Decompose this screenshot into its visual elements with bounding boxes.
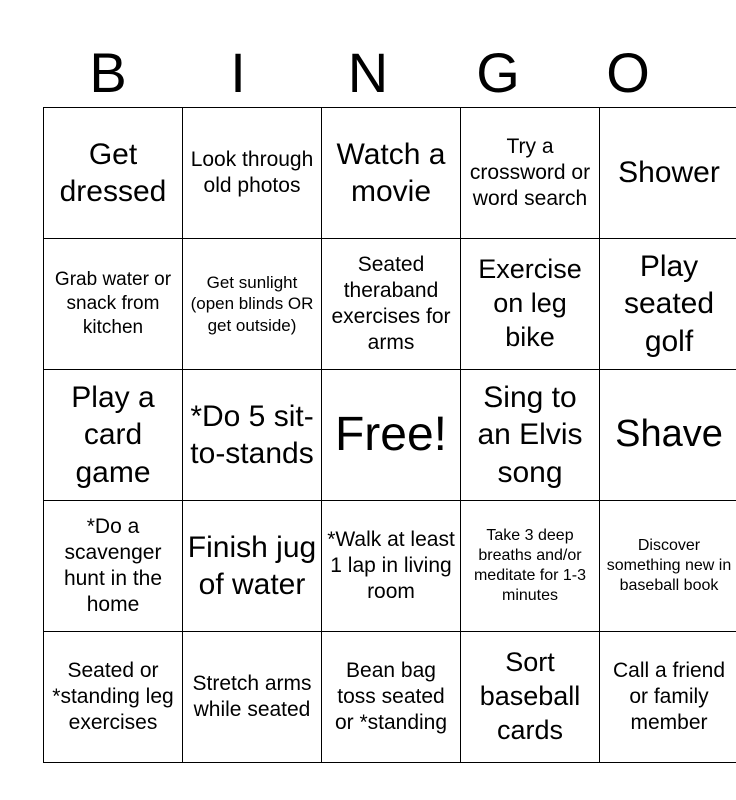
bingo-cell[interactable]: Exercise on leg bike: [461, 239, 600, 370]
bingo-cell[interactable]: Watch a movie: [322, 108, 461, 239]
bingo-cell[interactable]: Finish jug of water: [183, 501, 322, 632]
bingo-row: [44, 501, 736, 632]
bingo-cell[interactable]: Get sunlight (open blinds OR get outside): [183, 239, 322, 370]
free-space[interactable]: Free!: [322, 370, 461, 501]
bingo-cell[interactable]: Get dressed: [44, 108, 183, 239]
bingo-cell[interactable]: Seated or *standing leg exercises: [44, 632, 183, 763]
bingo-cell[interactable]: Call a friend or family member: [600, 632, 736, 763]
bingo-cell[interactable]: Play a card game: [44, 370, 183, 501]
bingo-header: [43, 40, 693, 106]
bingo-cell[interactable]: *Walk at least 1 lap in living room: [322, 501, 461, 632]
bingo-cell[interactable]: *Do 5 sit-to-stands: [183, 370, 322, 501]
bingo-cell[interactable]: Stretch arms while seated: [183, 632, 322, 763]
bingo-card: [43, 107, 736, 763]
header-letter-b: B: [89, 41, 127, 104]
bingo-row: [44, 632, 736, 763]
bingo-cell[interactable]: Grab water or snack from kitchen: [44, 239, 183, 370]
bingo-row: [44, 108, 736, 239]
bingo-cell[interactable]: *Do a scavenger hunt in the home: [44, 501, 183, 632]
bingo-cell[interactable]: Bean bag toss seated or *standing: [322, 632, 461, 763]
bingo-cell[interactable]: Look through old photos: [183, 108, 322, 239]
bingo-cell[interactable]: Discover something new in baseball book: [600, 501, 736, 632]
bingo-row: [44, 370, 736, 501]
header-letter-g: G: [476, 41, 520, 104]
bingo-cell[interactable]: Play seated golf: [600, 239, 736, 370]
bingo-cell[interactable]: Sort baseball cards: [461, 632, 600, 763]
header-letter-o: O: [606, 41, 650, 104]
bingo-row: [44, 239, 736, 370]
header-letter-n: N: [347, 41, 389, 104]
bingo-cell[interactable]: Shower: [600, 108, 736, 239]
bingo-cell[interactable]: Shave: [600, 370, 736, 501]
bingo-cell[interactable]: Try a crossword or word search: [461, 108, 600, 239]
header-letter-i: I: [230, 41, 246, 104]
bingo-cell[interactable]: Seated theraband exercises for arms: [322, 239, 461, 370]
bingo-cell[interactable]: Sing to an Elvis song: [461, 370, 600, 501]
bingo-cell[interactable]: Take 3 deep breaths and/or meditate for 1-3 minutes: [461, 501, 600, 632]
